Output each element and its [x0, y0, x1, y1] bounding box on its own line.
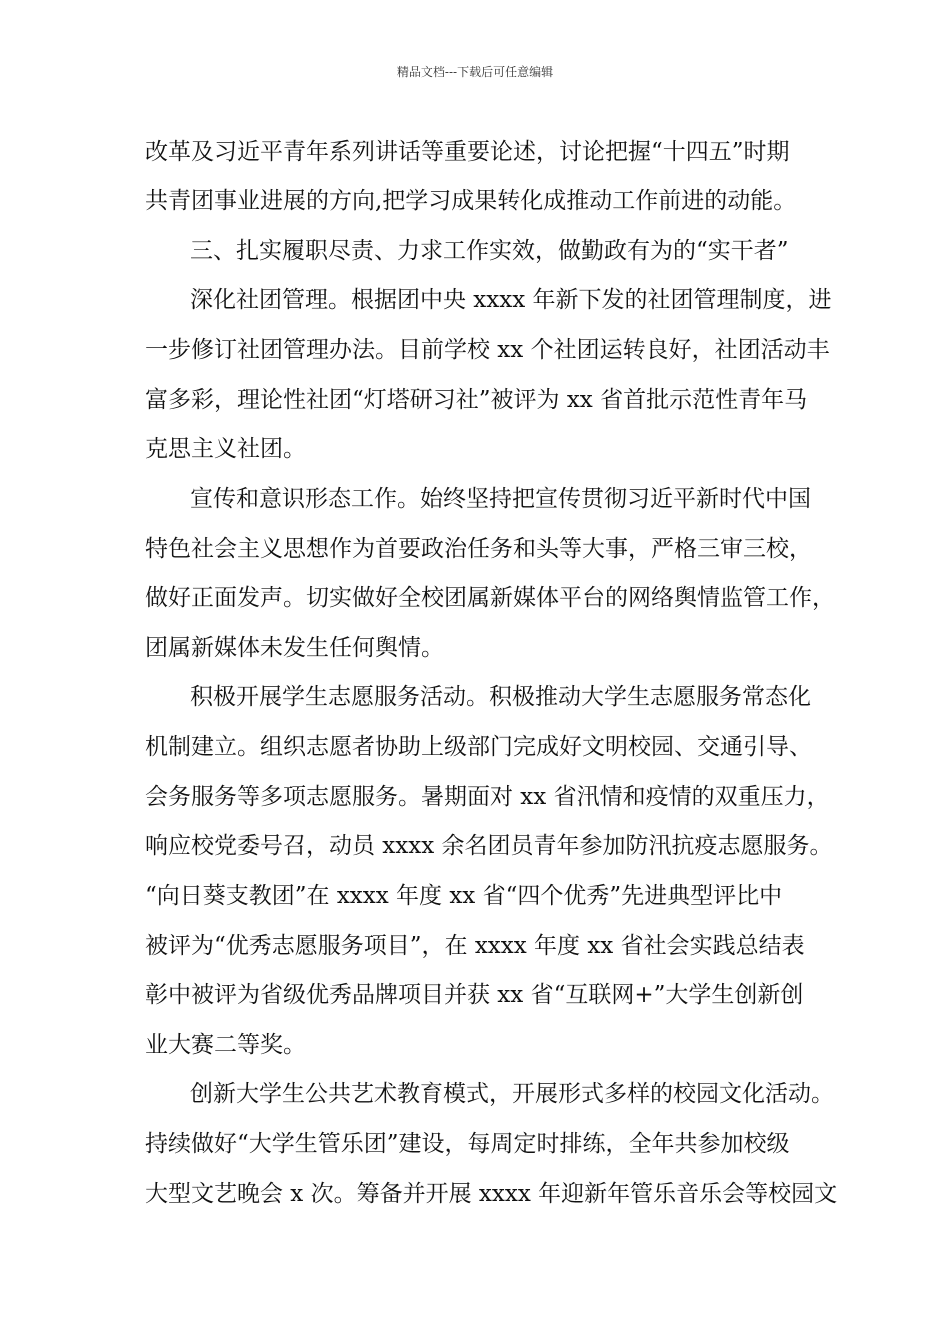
text-line: 三、扎实履职尽责、力求工作实效，做勤政有为的“实干者” [190, 238, 789, 264]
text-line: 深化社团管理。根据团中央 xxxx 年新下发的社团管理制度，进 [190, 287, 832, 313]
text-line: 特色社会主义思想作为首要政治任务和头等大事，严格三审三校， [145, 536, 812, 562]
text-line: 业大赛二等奖。 [145, 1032, 306, 1058]
text-line: 响应校党委号召，动员 xxxx 余名团员青年参加防汛抗疫志愿服务。 [145, 833, 833, 859]
text-line: 共青团事业进展的方向,把学习成果转化成推动工作前进的动能。 [145, 188, 797, 214]
text-line: 积极开展学生志愿服务活动。积极推动大学生志愿服务常态化 [190, 684, 811, 710]
text-line: 彰中被评为省级优秀品牌项目并获 xx 省“互联网+”大学生创新创 [145, 982, 804, 1008]
text-line: 富多彩，理论性社团“灯塔研习社”被评为 xx 省首批示范性青年马 [145, 387, 808, 413]
text-line: 会务服务等多项志愿服务。暑期面对 xx 省汛情和疫情的双重压力， [145, 784, 830, 810]
text-line: 持续做好“大学生管乐团”建设，每周定时排练，全年共参加校级 [145, 1131, 790, 1157]
text-line: 大型文艺晚会 x 次。筹备并开展 xxxx 年迎新年管乐音乐会等校园文 [145, 1181, 838, 1207]
text-line: 创新大学生公共艺术教育模式，开展形式多样的校园文化活动。 [190, 1081, 834, 1107]
text-line: 宣传和意识形态工作。始终坚持把宣传贯彻习近平新时代中国 [190, 486, 811, 512]
text-line: “向日葵支教团”在 xxxx 年度 xx 省“四个优秀”先进典型评比中 [145, 883, 783, 909]
text-line: 机制建立。组织志愿者协助上级部门完成好文明校园、交通引导、 [145, 734, 812, 760]
text-line: 团属新媒体未发生任何舆情。 [145, 635, 444, 661]
text-line: 一步修订社团管理办法。目前学校 xx 个社团运转良好，社团活动丰 [145, 337, 830, 363]
text-line: 克思主义社团。 [145, 436, 306, 462]
text-line: 被评为“优秀志愿服务项目”，在 xxxx 年度 xx 省社会实践总结表 [145, 933, 805, 959]
text-line: 做好正面发声。切实做好全校团属新媒体平台的网络舆情监管工作， [145, 585, 835, 611]
text-line: 改革及习近平青年系列讲话等重要论述，讨论把握“十四五”时期 [145, 139, 790, 165]
page-header: 精品文档---下载后可任意编辑 [396, 65, 554, 79]
